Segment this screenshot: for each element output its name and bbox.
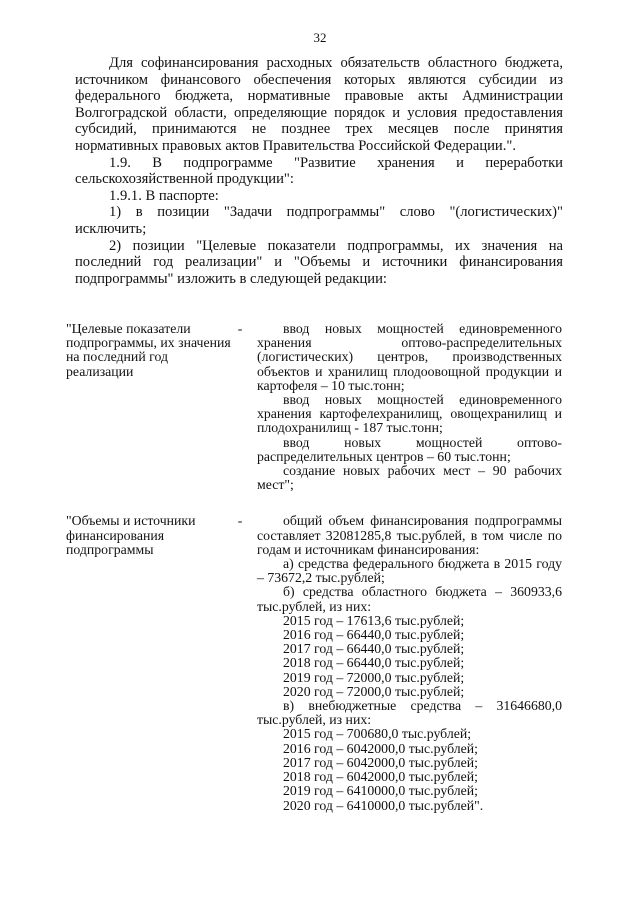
table-row xyxy=(66,322,562,492)
target-line: ввод новых мощностей единовременного хранения картофелехранилищ, овощехранилищ и плодохранилищ - 187 тыс.тонн; xyxy=(257,392,562,436)
row-value-financing xyxy=(249,514,562,812)
row-label-targets: "Целевые показатели подпрограммы, их значения на последний год реализации xyxy=(66,321,231,379)
financing-year-line: 2017 год – 6042000,0 тыс.рублей; xyxy=(283,754,478,770)
row-label-financing: "Объемы и источники финансирования подпрограммы xyxy=(66,513,196,557)
financing-year-line: 2015 год – 700680,0 тыс.рублей; xyxy=(283,726,472,742)
financing-year-line: 2016 год – 66440,0 тыс.рублей; xyxy=(283,627,465,643)
row-dash: - xyxy=(237,321,243,336)
financing-line: в) внебюджетные средства – 31646680,0 тыс.рублей, из них: xyxy=(257,698,562,728)
paragraph-positions: 2) позиции "Целевые показатели подпрограммы, их значения на последний год реализации" и "Объемы и источники финансирования подпрограммы" изложить в следующей редакции: xyxy=(75,237,563,287)
target-line: создание новых рабочих мест – 90 рабочих мест"; xyxy=(257,463,562,493)
financing-year-line: 2020 год – 72000,0 тыс.рублей; xyxy=(283,683,465,699)
passport-table xyxy=(66,322,562,813)
row-dash: - xyxy=(237,513,243,529)
paragraph-subprogram: 1.9. В подпрограмме "Развитие хранения и переработки сельскохозяйственной продукции": xyxy=(75,154,563,188)
financing-year-line: 2015 год – 17613,6 тыс.рублей; xyxy=(283,612,465,628)
table-row xyxy=(66,514,562,812)
financing-year-line: 2020 год – 6410000,0 тыс.рублей". xyxy=(283,797,484,813)
financing-year-line: 2017 год – 66440,0 тыс.рублей; xyxy=(283,641,465,657)
financing-line: а) средства федерального бюджета в 2015 году – 73672,2 тыс.рублей; xyxy=(257,556,562,586)
paragraph-cofinancing: Для софинансирования расходных обязательств областного бюджета, источником финансового обеспечения которых являются субсидии из федерального бюджета, нормативные правовые акты Администрации Волгоградской области, определяющие порядок и условия предоставления субсидий, принимаются не позднее трех месяцев после принятия нормативных правовых актов Правительства Российской Федерации.". xyxy=(75,55,563,154)
page-number: 32 xyxy=(313,30,327,45)
paragraph-passport: 1.9.1. В паспорте: xyxy=(109,187,219,204)
financing-year-line: 2019 год – 72000,0 тыс.рублей; xyxy=(283,669,465,685)
financing-year-line: 2019 год – 6410000,0 тыс.рублей; xyxy=(283,783,478,799)
target-line: ввод новых мощностей оптово-распределительных центров – 60 тыс.тонн; xyxy=(257,434,562,464)
row-value-targets xyxy=(249,322,562,492)
financing-year-line: 2016 год – 6042000,0 тыс.рублей; xyxy=(283,740,478,756)
target-line: ввод новых мощностей единовременного хранения оптово-распределительных (логистических) центров, производственных объектов и хранилищ плодоовощной продукции и картофеля – 10 тыс.тонн; xyxy=(257,321,562,393)
financing-year-line: 2018 год – 66440,0 тыс.рублей; xyxy=(283,655,465,671)
financing-line: б) средства областного бюджета – 360933,6 тыс.рублей, из них: xyxy=(257,584,562,614)
financing-year-line: 2018 год – 6042000,0 тыс.рублей; xyxy=(283,769,478,785)
financing-line: общий объем финансирования подпрограммы составляет 32081285,8 тыс.рублей, в том числе по годам и источникам финансирования: xyxy=(257,513,562,557)
document-body xyxy=(75,55,563,287)
paragraph-tasks: 1) в позиции "Задачи подпрограммы" слово "(логистических)" исключить; xyxy=(75,204,563,237)
